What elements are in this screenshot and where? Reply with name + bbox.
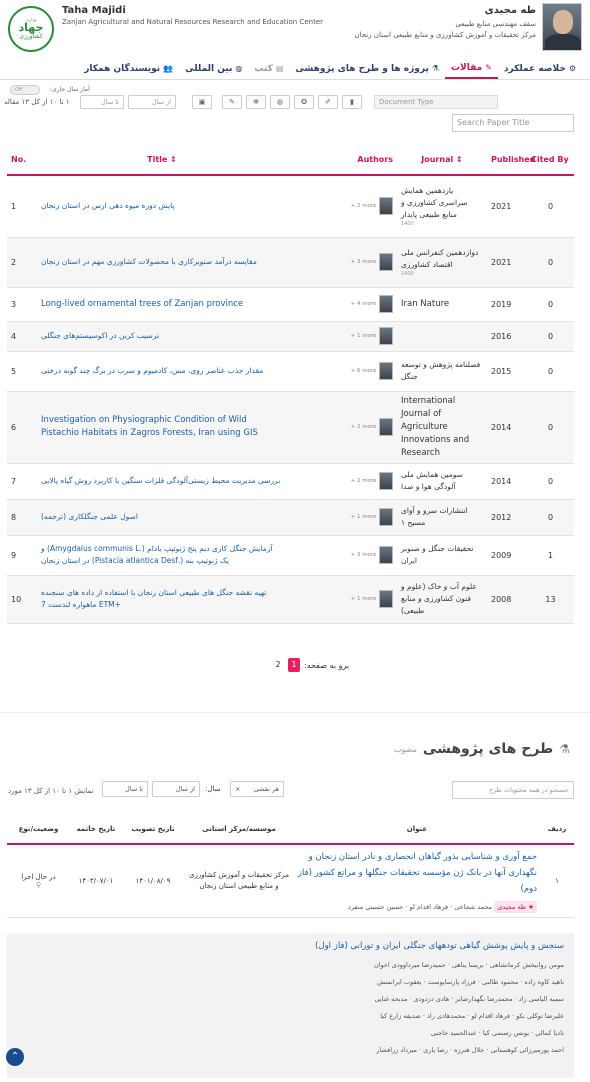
filter-button-1[interactable] xyxy=(192,95,212,109)
paper-citations: 0 xyxy=(527,391,574,463)
paper-title-link[interactable]: ترسیب کربن در اکوسیستم‌های جنگلی xyxy=(41,331,160,340)
section-divider xyxy=(0,712,590,713)
tab-coauthors[interactable] xyxy=(78,58,179,79)
sort-icon: ⇕ xyxy=(456,155,463,164)
col-title-label: Title xyxy=(147,155,168,164)
paper-year: 2012 xyxy=(487,499,527,535)
paper-year: 2016 xyxy=(487,321,527,351)
col-end-date: تاریخ خاتمه xyxy=(70,814,122,844)
project-approval-date: ۱۴۰۱/۰۸/۰۹ xyxy=(122,844,184,918)
table-row xyxy=(7,575,574,623)
paper-title-link[interactable]: مقدار جذب عناصر روی، مس، کادمیوم و سرب در برگ چند گونه درختی xyxy=(41,366,264,375)
table-row xyxy=(7,844,574,918)
current-year-stats-label: آمار سال جاری: xyxy=(50,86,90,93)
paper-title-link[interactable]: آزمایش جنگل کاری دیم پنج ژنوتیپ بادام (.Amygdalus communis L) و یک ژنوتیپ بنه (.Pistacia atlantica Desf) در استان زنجان xyxy=(41,544,273,565)
center-name-fa: مرکز تحقیقات و آموزش کشاورزی و منابع طبیعی استان زنجان xyxy=(354,31,536,39)
second-project-members xyxy=(314,957,564,1059)
tab-books[interactable] xyxy=(248,58,289,79)
col-published-label: Published xyxy=(491,155,536,164)
paper-number: 1 xyxy=(7,175,37,237)
page-2-button[interactable]: 2 xyxy=(275,660,281,669)
tab-international[interactable] xyxy=(179,58,248,79)
paper-title-link[interactable]: پایش دوره میوه دهی ارس در استان زنجان xyxy=(41,201,175,211)
award-icon: ✪ xyxy=(301,98,307,106)
paper-year: 2014 xyxy=(487,463,527,499)
table-row xyxy=(7,175,574,237)
pagination-label: برو به صفحه: xyxy=(304,660,350,670)
member-line: علیرضا توکلی نکو · فرهاد اقدام لو · محمدهادی راد · صدیقه زارع کیا xyxy=(380,1012,564,1020)
second-project-title[interactable]: سنجش و پایش پوشش گیاهی تودههای جنگلی ایران و تورانی (فاز اول) xyxy=(315,941,564,951)
pen-icon: ✎ xyxy=(229,98,235,106)
book-icon: ▤ xyxy=(275,64,284,73)
paper-number: 7 xyxy=(7,463,37,499)
chart-icon: ⚙ xyxy=(568,64,576,73)
paper-title-link[interactable]: Investigation on Physiographic Condition of Wild Pistachio Habitats in Zagros Forests, Iran using GIS xyxy=(41,415,258,438)
paper-number: 8 xyxy=(7,499,37,535)
col-no[interactable]: No. xyxy=(7,145,37,175)
more-authors-link[interactable]: + 1 more xyxy=(350,596,377,602)
table-row xyxy=(7,351,574,391)
project-members xyxy=(297,901,537,913)
tab-international-label: بین المللی xyxy=(185,63,233,74)
author-avatar[interactable] xyxy=(379,362,393,380)
globe-icon: ◍ xyxy=(276,98,284,106)
filter-button-2[interactable] xyxy=(222,95,242,109)
author-avatar[interactable] xyxy=(379,590,393,608)
projects-title: طرح های پژوهشی xyxy=(422,741,554,757)
edit-icon: ✐ xyxy=(325,98,331,106)
gear-icon: ✻ xyxy=(253,98,259,106)
sort-icon: ⇕ xyxy=(170,155,177,164)
projects-count: نمایش ۱ تا ۱۰ از کل ۱۳ مورد xyxy=(8,787,94,795)
more-authors-link[interactable]: + 3 more xyxy=(350,552,377,558)
star-icon: ★ xyxy=(528,903,534,911)
tab-projects-label: پروژه ها و طرح های پژوهشی xyxy=(295,63,429,74)
paper-title-link[interactable]: مقایسه درآمد صنوبرکاری با محصولات کشاورزی مهم در استان زنجان xyxy=(41,257,257,266)
more-authors-link[interactable]: + 2 more xyxy=(350,424,377,430)
more-authors-link[interactable]: + 1 more xyxy=(350,514,377,520)
project-status xyxy=(7,844,70,918)
paper-year: 2021 xyxy=(487,237,527,287)
more-authors-link[interactable]: + 4 more xyxy=(350,301,377,307)
paper-journal: دوازدهمین کنفرانس ملی اقتصاد کشاورزی xyxy=(401,248,479,269)
table-row xyxy=(7,463,574,499)
to-year-select[interactable]: تا سال xyxy=(80,95,124,109)
col-institute: موسسه/مرکز استانی xyxy=(184,814,294,844)
researcher-name-fa: طه مجیدی xyxy=(484,5,536,16)
projects-table xyxy=(7,814,574,918)
author-avatar[interactable] xyxy=(379,295,393,313)
project-member-list: محمد شجاعی · فرهاد اقدام لو · حسین حسینی منفرد xyxy=(348,903,493,911)
col-title[interactable] xyxy=(37,145,287,175)
paper-year: 2019 xyxy=(487,287,527,321)
col-journal-label: Journal xyxy=(421,155,454,164)
clear-icon[interactable]: × xyxy=(235,785,241,793)
person-icon: ⚲ xyxy=(35,881,42,889)
tab-summary-label: خلاصه عملکرد xyxy=(503,63,566,74)
paper-journal: Iran Nature xyxy=(401,298,450,309)
project-owner-name: طه مجیدی xyxy=(497,903,527,911)
avatar xyxy=(542,3,582,51)
paper-citations: 0 xyxy=(527,463,574,499)
col-cited-label: Cited By xyxy=(531,155,569,164)
paper-number: 9 xyxy=(7,535,37,575)
paper-number: 6 xyxy=(7,391,37,463)
researcher-name-en: Taha Majidi xyxy=(62,5,126,16)
table-row xyxy=(7,391,574,463)
projects-subtitle: مصوب xyxy=(394,744,417,754)
paper-year: 2008 xyxy=(487,575,527,623)
paper-title-link[interactable]: تهیه نقشه جنگل های طبیعی استان زنجان با استفاده از داده های سنجنده +ETM ماهواره لندست 7 xyxy=(41,588,267,609)
document-icon: ▣ xyxy=(198,98,206,106)
second-project-row xyxy=(300,933,574,1078)
more-authors-link[interactable]: + 3 more xyxy=(350,259,377,265)
table-row xyxy=(7,499,574,535)
paper-citations: 0 xyxy=(527,287,574,321)
table-row xyxy=(7,237,574,287)
more-authors-link[interactable]: + 1 more xyxy=(350,333,377,339)
filter-button-5[interactable] xyxy=(294,95,314,109)
paper-citations: 0 xyxy=(527,321,574,351)
member-line: احمد پورمیرزائی کوهستانی · جلال هنرزه · رضا یاری · میرداد زرافشار xyxy=(376,1046,564,1054)
paper-journal: یازدهمین همایش سراسری کشاورزی و منابع طبیعی پایدار xyxy=(401,186,468,220)
projects-search-input[interactable]: جستجو در همه محتویات طرح xyxy=(452,781,574,799)
paper-number: 10 xyxy=(7,575,37,623)
paper-title-link[interactable]: بررسی مدیریت محیط زیستی‌آلودگی فلزات سنگین با کاربرد روش گیاه پالایی xyxy=(41,476,281,485)
paper-year: 2009 xyxy=(487,535,527,575)
paper-year: 2014 xyxy=(487,391,527,463)
paper-number: 5 xyxy=(7,351,37,391)
more-authors-link[interactable]: + 2 more xyxy=(350,203,377,210)
author-avatar[interactable] xyxy=(379,253,393,271)
author-avatar[interactable] xyxy=(379,472,393,490)
project-institute: مرکز تحقیقات و آموزش کشاورزی و منابع طبیعی استان زنجان xyxy=(184,844,294,918)
papers-table xyxy=(7,145,574,624)
project-end-date: ۱۴۰۳/۰۷/۰۱ xyxy=(70,844,122,918)
paper-year: 2015 xyxy=(487,351,527,391)
document-type-input[interactable]: Document Type xyxy=(374,95,498,109)
logo-main-text: جهاد xyxy=(18,21,44,34)
author-avatar[interactable] xyxy=(379,418,393,436)
paper-number: 2 xyxy=(7,237,37,287)
from-year-select[interactable]: از سال xyxy=(128,95,176,109)
department-fa: سقف مهندسی منابع طبیعی xyxy=(455,20,536,28)
tab-summary[interactable] xyxy=(498,58,582,79)
users-icon: 👥 xyxy=(163,64,174,73)
col-project-title: عنوان xyxy=(294,814,540,844)
paper-journal: سومین همایش ملی آلودگی هوا و صدا xyxy=(401,470,463,491)
author-avatar[interactable] xyxy=(379,197,393,215)
second-project-background xyxy=(7,933,300,1078)
pencil-icon: ✎ xyxy=(485,63,492,72)
col-authors[interactable]: Authors xyxy=(287,145,397,175)
year-label: سال: xyxy=(205,785,221,793)
col-row: ردیف xyxy=(540,814,574,844)
col-approval-date: تاریخ تصویب xyxy=(122,814,184,844)
table-row xyxy=(7,321,574,351)
project-title-link[interactable]: جمع آوری و شناسایی بذور گیاهان انحصاری و نادر استان زنجان و نگهداری آنها در بانک ژن مؤسسه تحقیقات جنگلها و مراتع کشور (فاز دوم) xyxy=(297,852,537,894)
project-owner xyxy=(494,901,537,913)
journal-year: 1400 xyxy=(401,221,414,228)
paper-journal: تحقیقات جنگل و صنوبر ایران xyxy=(401,544,474,565)
more-authors-link[interactable]: + 2 more xyxy=(350,478,377,484)
tab-projects[interactable] xyxy=(289,58,445,79)
paper-journal: International Journal of Agriculture Innovations and Research xyxy=(401,395,470,458)
filter-button-3[interactable] xyxy=(246,95,266,109)
tab-articles[interactable] xyxy=(445,58,498,79)
project-to-year-select[interactable]: تا سال xyxy=(102,781,148,797)
bookmark-icon: ▮ xyxy=(350,98,354,106)
tab-coauthors-label: نویسندگان همکار xyxy=(84,63,161,74)
tab-articles-label: مقالات xyxy=(451,62,483,73)
paper-citations: 0 xyxy=(527,175,574,237)
member-line: نادیا کمالی · یونس رستمی کیا · عبدالحمید حاجبی xyxy=(430,1029,564,1037)
project-status-text: در حال اجرا xyxy=(21,873,56,881)
member-line: سمیه الیاسی راد · محمدرضا نگهدارصابر · هادی دزدودی · مدیحه غنایی xyxy=(374,995,564,1003)
author-avatar[interactable] xyxy=(379,327,393,345)
filter-button-7[interactable] xyxy=(342,95,362,109)
flask-icon: ⚗ xyxy=(431,64,440,73)
profile-header xyxy=(0,0,590,56)
paper-number: 3 xyxy=(7,287,37,321)
profile-nav xyxy=(0,58,590,80)
author-avatar[interactable] xyxy=(379,546,393,564)
stats-toggle[interactable]: Off xyxy=(10,85,40,95)
filter-button-4[interactable] xyxy=(270,95,290,109)
projects-heading xyxy=(394,741,570,757)
logo-top-text: وزارت xyxy=(25,17,37,22)
role-select[interactable] xyxy=(230,781,284,797)
col-cited[interactable] xyxy=(527,145,574,175)
table-row xyxy=(7,287,574,321)
paper-number: 4 xyxy=(7,321,37,351)
project-from-year-select[interactable]: از سال xyxy=(152,781,200,797)
flask-icon: ⚗ xyxy=(559,742,570,756)
paper-citations: 1 xyxy=(527,535,574,575)
paper-year: 2021 xyxy=(487,175,527,237)
author-avatar[interactable] xyxy=(379,508,393,526)
logo-sub-text: کشاورزی xyxy=(19,33,43,40)
paper-citations: 0 xyxy=(527,351,574,391)
paper-citations: 13 xyxy=(527,575,574,623)
center-name-en: Zanjan Agricultural and Natural Resources Research and Education Center xyxy=(62,18,323,26)
organization-logo xyxy=(8,6,54,52)
paper-title-link[interactable]: اصول علمی جنگلکاری (ترجمه) xyxy=(41,512,138,521)
filter-button-6[interactable] xyxy=(318,95,338,109)
member-line: مومن روانبخش کرمانشاهی · پریسا پناهی · حمیدرضا میرداوودی اخوان xyxy=(373,961,564,969)
articles-count: ۱ تا ۱۰ از کل ۱۳ مقاله xyxy=(4,98,70,106)
paper-citations: 0 xyxy=(527,237,574,287)
paper-journal: انتشارات سرو و آوای مسیح ۱ xyxy=(401,506,468,527)
table-row xyxy=(7,535,574,575)
journal-year: 1400 xyxy=(401,271,414,277)
project-row-number: ۱ xyxy=(540,844,574,918)
more-authors-link[interactable]: + 6 more xyxy=(350,368,377,374)
role-select-value: هر نقشی xyxy=(253,785,279,793)
paper-title-link[interactable]: Long-lived ornamental trees of Zanjan province xyxy=(41,298,244,309)
globe-icon: ◍ xyxy=(235,64,243,73)
col-published[interactable] xyxy=(487,145,536,175)
tab-books-label: کتب xyxy=(254,63,273,74)
search-paper-title-input[interactable]: Search Paper Title xyxy=(452,114,574,132)
chevron-up-icon: ⌃ xyxy=(10,1051,20,1062)
paper-journal: فصلنامه پژوهش و توسعه جنگل xyxy=(401,360,481,381)
paper-citations: 0 xyxy=(527,499,574,535)
col-status: وضعیت/نوع xyxy=(7,814,70,844)
paper-journal: علوم آب و خاک (علوم و فنون کشاورزی و منابع طبیعی) xyxy=(401,582,477,615)
page-1-button[interactable]: 1 xyxy=(288,658,300,672)
col-journal[interactable] xyxy=(397,145,487,175)
pagination xyxy=(272,657,355,673)
scroll-to-top-button[interactable] xyxy=(6,1048,24,1066)
member-line: ناهید کاوه زاده · محمود طالبی · فرزاد پارساپوست · یعقوب ایرانمنش xyxy=(377,978,564,986)
